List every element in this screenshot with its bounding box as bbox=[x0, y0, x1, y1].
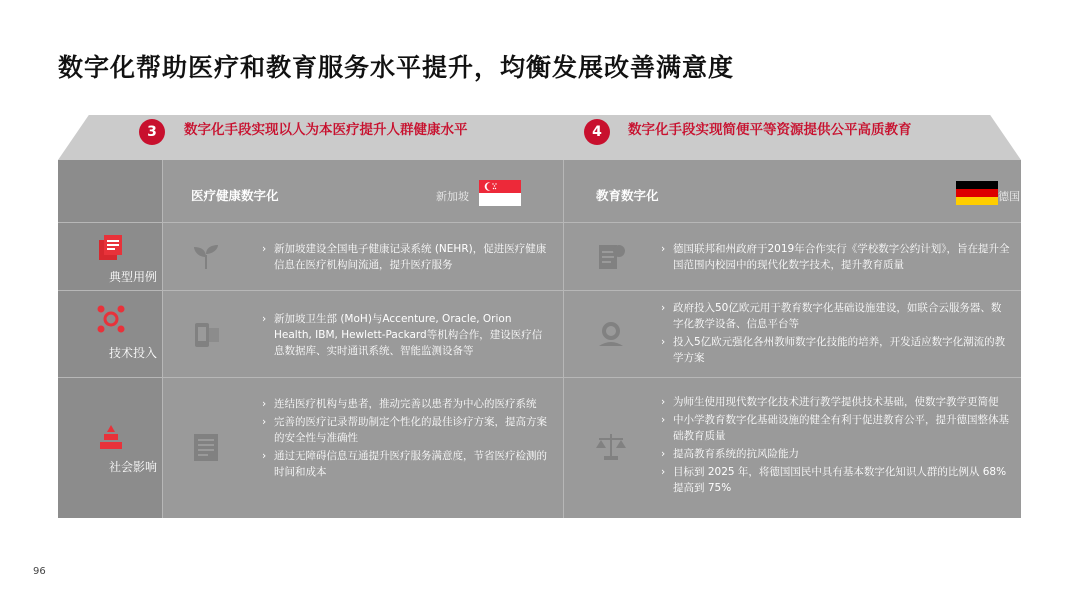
device-network-icon bbox=[189, 318, 223, 352]
health-tech-text bbox=[262, 311, 547, 361]
scale-graduation-icon bbox=[594, 430, 628, 464]
bullet-item: › 中小学教育数字化基础设施的健全有利于促进教育公平，提升德国整体基础教育质量 bbox=[661, 412, 1011, 444]
germany-flag-icon bbox=[956, 181, 998, 205]
country-singapore: 新加坡 bbox=[436, 190, 469, 203]
document-chart-icon bbox=[96, 232, 126, 262]
society-impact-icon bbox=[96, 422, 126, 452]
row-label-social-impact: 社会影响 bbox=[109, 460, 158, 474]
row-label-tech-investment: 技术投入 bbox=[109, 346, 158, 360]
content-panel bbox=[58, 160, 1021, 518]
bullet-item: › 投入5亿欧元强化各州教师数字化技能的培养，开发适应数字化潮流的教学方案 bbox=[661, 334, 1011, 366]
bullet-item: › 通过无障碍信息互通提升医疗服务满意度，节省医疗检测的时间和成本 bbox=[262, 448, 547, 480]
header-health: 医疗健康数字化 bbox=[191, 188, 279, 203]
bullet-item: › 提高教育系统的抗风险能力 bbox=[661, 446, 1011, 462]
bullet-item: › 目标到 2025 年，将德国国民中具有基本数字化知识人群的比例从 68% 提高到 75% bbox=[661, 464, 1011, 496]
page-number: 96 bbox=[33, 566, 46, 577]
header-education: 教育数字化 bbox=[596, 188, 659, 203]
country-germany: 德国 bbox=[998, 190, 1020, 203]
divider bbox=[58, 290, 1021, 291]
divider bbox=[563, 160, 564, 518]
section-title-health: 数字化手段实现以人为本医疗提升人群健康水平 bbox=[184, 122, 468, 138]
section-number-badge-education: 4 bbox=[584, 119, 610, 145]
medical-record-icon bbox=[189, 430, 223, 464]
row-label-use-case: 典型用例 bbox=[109, 270, 158, 284]
sprout-icon bbox=[189, 239, 223, 273]
bullet-item: › 德国联邦和州政府于2019年合作实行《学校数字公约计划》，旨在提升全国范围内校园中的现代化数字技术，提升教育质量 bbox=[661, 241, 1011, 273]
singapore-flag-icon bbox=[479, 180, 521, 206]
bullet-item: › 完善的医疗记录帮助制定个性化的最佳诊疗方案，提高方案的安全性与准确性 bbox=[262, 414, 547, 446]
section-title-education: 数字化手段实现简便平等资源提供公平高质教育 bbox=[628, 122, 912, 138]
education-tech-text bbox=[661, 300, 1011, 368]
bullet-item: › 政府投入50亿欧元用于教育数字化基础设施建设，如联合云服务器、数字化教学设备、信息平台等 bbox=[661, 300, 1011, 332]
bullet-item: › 连结医疗机构与患者，推动完善以患者为中心的医疗系统 bbox=[262, 396, 547, 412]
document-cloud-icon bbox=[594, 239, 628, 273]
page-title: 数字化帮助医疗和教育服务水平提升，均衡发展改善满意度 bbox=[58, 53, 735, 82]
bullet-item: › 新加坡卫生部 (MoH)与Accenture, Oracle, Orion Health, IBM, Hewlett-Packard等机构合作，建设医疗信息数据库、实时通讯系统、智能监测设备等 bbox=[262, 311, 547, 359]
gear-network-icon bbox=[96, 304, 126, 334]
health-use-case-text bbox=[262, 241, 547, 275]
divider bbox=[58, 222, 1021, 223]
divider bbox=[58, 377, 1021, 378]
divider bbox=[162, 160, 163, 518]
education-use-case-text bbox=[661, 241, 1011, 275]
bullet-item: › 为师生使用现代数字化技术进行教学提供技术基础，使数字教学更简便 bbox=[661, 394, 1011, 410]
bullet-item: › 新加坡建设全国电子健康记录系统 (NEHR)，促进医疗健康信息在医疗机构间流通，提升医疗服务 bbox=[262, 241, 547, 273]
health-impact-text bbox=[262, 396, 547, 482]
education-impact-text bbox=[661, 394, 1011, 498]
section-number-badge-health: 3 bbox=[139, 119, 165, 145]
settings-hand-icon bbox=[594, 318, 628, 352]
